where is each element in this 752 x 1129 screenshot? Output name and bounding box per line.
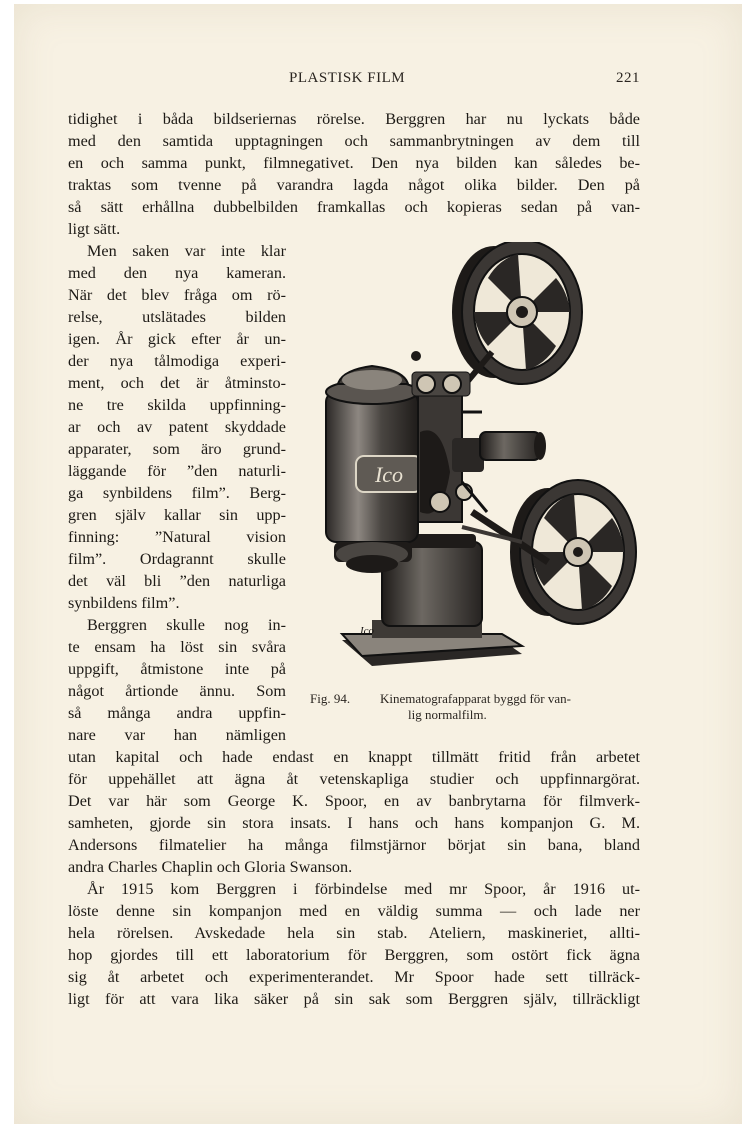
text-line: nare var han nämligen: [68, 726, 286, 744]
text-line: tidighet i båda bildseriernas rörelse. Berggren har nu lyckats både: [68, 110, 640, 128]
text-line: film”. Ordagrannt skulle: [68, 550, 286, 568]
text-line: samheten, gjorde sin stora insats. I hans och hans kompanjon G. M.: [68, 814, 640, 832]
text-line: ar och av patent skyddade: [68, 418, 286, 436]
text-line: hela rörelsen. Avskedade hela sin stab. Ateliern, maskineriet, allti-: [68, 924, 640, 942]
text-line: läggande för ”den naturli-: [68, 462, 286, 480]
text-line: apparater, som äro grund-: [68, 440, 286, 458]
text-line: Men saken var inte klar: [87, 242, 286, 260]
text-line: När det blev fråga om rö-: [68, 286, 286, 304]
upper-reel: [452, 242, 582, 384]
text-line: igen. År gick efter år un-: [68, 330, 286, 348]
page-number: 221: [616, 70, 640, 86]
text-line: andra Charles Chaplin och Gloria Swanson.: [68, 858, 353, 876]
figure-label: Fig. 94.: [310, 691, 351, 706]
text-line: Det var här som George K. Spoor, en av banbrytarna för filmverk-: [68, 792, 640, 810]
text-line: sig åt arbetet och experimenterandet. Mr Spoor hade sett tillräck-: [68, 968, 640, 986]
lamp-housing: [326, 366, 422, 573]
text-line: med den samtida upptagningen och sammanbrytningen av dem till: [68, 132, 640, 150]
caption-text-2: lig normalfilm.: [408, 707, 487, 722]
text-line: finning: ”Natural vision: [68, 528, 286, 546]
projection-lens: [480, 432, 540, 460]
text-line: Andersons filmatelier ha många filmstjärnor börjat sin bana, bland: [68, 836, 640, 854]
text-line: der nya tålmodiga experi-: [68, 352, 286, 370]
text-line: för uppehället att ägna åt vetenskapliga studier och uppfinnargörat.: [68, 770, 640, 788]
text-line: Berggren skulle nog in-: [87, 616, 286, 634]
running-header: [14, 70, 742, 90]
text-line: löste denne sin kompanjon med en väldig summa — och lade ner: [68, 902, 640, 920]
book-page: [14, 4, 742, 1124]
figure-caption: [310, 691, 652, 723]
text-line: utan kapital och hade endast en knappt tillmätt fritid från arbetet: [68, 748, 640, 766]
text-line: så många andra uppfin-: [68, 704, 286, 722]
text-line: uppgift, åtmistone inte på: [68, 660, 286, 678]
text-line: ment, och det är åtminsto-: [68, 374, 286, 392]
text-line: gren själv kallar sin upp-: [68, 506, 286, 524]
running-title: PLASTISK FILM: [289, 70, 406, 86]
housing-logo: Ico: [374, 462, 404, 487]
projector-illustration: [312, 242, 642, 692]
text-line: det väl bli ”den naturliga: [68, 572, 286, 590]
text-line: traktas som tvenne på varandra lagda något olika bilder. Den på: [68, 176, 640, 194]
text-line: ligt sätt.: [68, 220, 121, 238]
base-logo: Ico: [360, 625, 375, 637]
text-line: År 1915 kom Berggren i förbindelse med mr Spoor, år 1916 ut-: [87, 880, 640, 898]
text-line: något årtionde ännu. Som: [68, 682, 286, 700]
text-line: så sätt erhållna dubbelbilden framkallas och kopieras sedan på van-: [68, 198, 640, 216]
text-line: ne tre skilda uppfinning-: [68, 396, 286, 414]
text-line: med den nya kameran.: [68, 264, 286, 282]
text-line: relse, utslätades bilden: [68, 308, 286, 326]
text-line: hop gjordes till ett laboratorium för Berggren, som ostört fick ägna: [68, 946, 640, 964]
text-line: ligt för att vara lika säker på sin sak som Berggren själv, tillräckligt: [68, 990, 640, 1008]
caption-text-1: Kinematografapparat byggd för van-: [380, 691, 571, 706]
text-line: te ensam ha löst sin svåra: [68, 638, 286, 656]
text-line: ga synbildens film”. Berg-: [68, 484, 286, 502]
text-line: synbildens film”.: [68, 594, 180, 612]
text-line: en och samma punkt, filmnegativet. Den nya bilden kan således be-: [68, 154, 640, 172]
